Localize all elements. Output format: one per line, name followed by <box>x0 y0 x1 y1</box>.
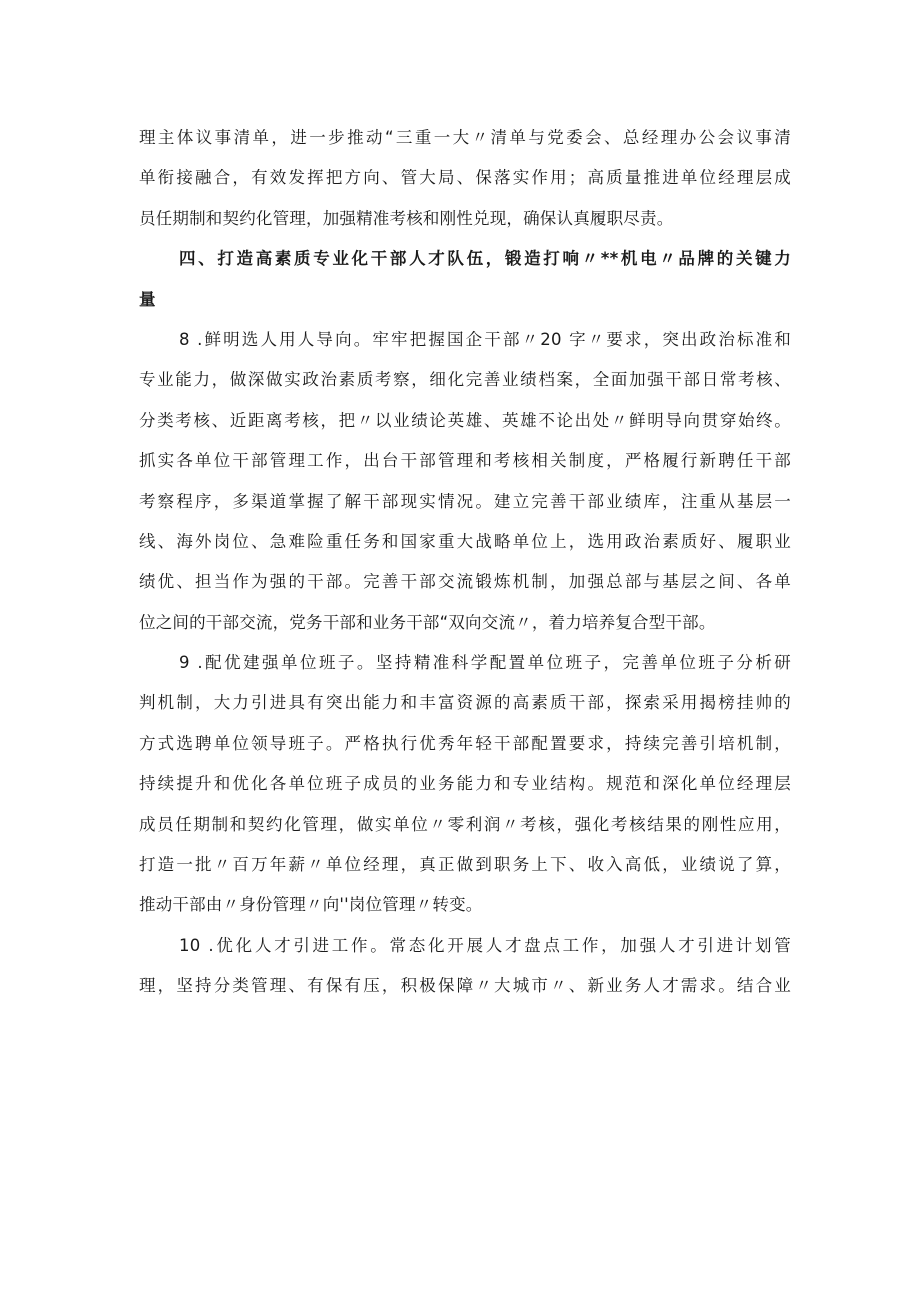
text-line: 判机制，大力引进具有突出能力和丰富资源的高素质干部，探索采用揭榜挂帅的 <box>139 693 791 713</box>
text-line: 持续提升和优化各单位班子成员的业务能力和专业结构。规范和深化单位经理层 <box>139 774 791 794</box>
text-line: 10 .优化人才引进工作。常态化开展人才盘点工作，加强人才引进计划管 <box>179 935 791 955</box>
text-line: 绩优、担当作为强的干部。完善干部交流锻炼机制，加强总部与基层之间、各单 <box>139 572 791 592</box>
text-line: 9 .配优建强单位班子。坚持精准科学配置单位班子，完善单位班子分析研 <box>179 653 791 673</box>
paragraph-item-9 <box>139 643 791 926</box>
text-line: 单衔接融合，有效发挥把方向、管大局、保落实作用；高质量推进单位经理层成 <box>139 168 791 188</box>
text-line: 专业能力，做深做实政治素质考察，细化完善业绩档案，全面加强干部日常考核、 <box>139 370 791 390</box>
text-line: 位之间的干部交流，党务干部和业务干部“双向交流〃，着力培养复合型干部。 <box>139 612 716 632</box>
text-line: 推动干部由〃身份管理〃向''岗位管理〃转变。 <box>139 895 483 915</box>
section-heading-4 <box>139 239 791 320</box>
text-line: 8 .鲜明选人用人导向。牢牢把握国企干部〃20 字〃要求，突出政治标准和 <box>179 329 791 349</box>
text-line: 抓实各单位干部管理工作，出台干部管理和考核相关制度，严格履行新聘任干部 <box>139 451 791 471</box>
text-line: 分类考核、近距离考核，把〃以业绩论英雄、英雄不论出处〃鲜明导向贯穿始终。 <box>139 410 791 430</box>
paragraph-item-8 <box>139 320 791 643</box>
text-line: 打造一批〃百万年薪〃单位经理，真正做到职务上下、收入高低，业绩说了算， <box>139 855 791 875</box>
paragraph-continued <box>139 118 791 239</box>
text-line: 员任期制和契约化管理，加强精准考核和刚性兑现，确保认真履职尽责。 <box>139 208 674 228</box>
text-line: 理主体议事清单，进一步推动“三重一大〃清单与党委会、总经理办公会议事清 <box>139 128 791 147</box>
text-line: 理，坚持分类管理、有保有压，积极保障〃大城市〃、新业务人才需求。结合业 <box>139 976 791 996</box>
text-line: 线、海外岗位、急难险重任务和国家重大战略单位上，选用政治素质好、履职业 <box>139 531 791 551</box>
document-body <box>139 118 791 1007</box>
heading-line: 四、打造高素质专业化干部人才队伍，锻造打响〃**机电〃品牌的关键力 <box>179 249 791 269</box>
heading-line: 量 <box>139 289 156 309</box>
text-line: 考察程序，多渠道掌握了解干部现实情况。建立完善干部业绩库，注重从基层一 <box>139 491 791 511</box>
paragraph-item-10 <box>139 926 791 1007</box>
text-line: 成员任期制和契约化管理，做实单位〃零利润〃考核，强化考核结果的刚性应用， <box>139 814 791 834</box>
text-line: 方式选聘单位领导班子。严格执行优秀年轻干部配置要求，持续完善引培机制， <box>139 733 791 753</box>
